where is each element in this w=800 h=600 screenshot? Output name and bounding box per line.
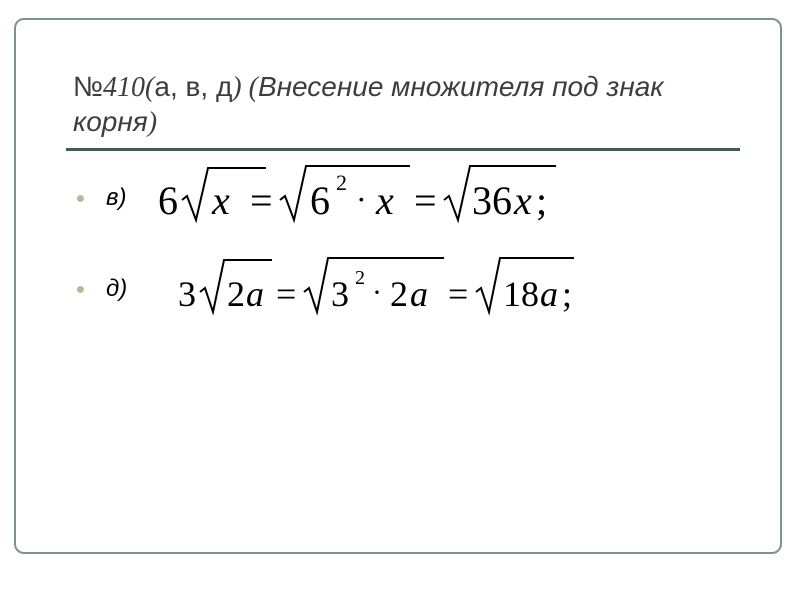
- formula-v-rhs-var: x: [514, 178, 532, 223]
- formula-d-mid-dot: ·: [372, 276, 382, 309]
- formula-d-mid-base: 3: [331, 274, 349, 314]
- formula-d-end: ;: [562, 274, 573, 314]
- title-number-sign: №: [73, 71, 104, 102]
- formula-d-mid-num: 2: [390, 274, 408, 314]
- formula-d-eq1: =: [276, 274, 297, 314]
- formula-v-lhs-coef: 6: [158, 178, 178, 223]
- bullet-dot-icon: [77, 286, 84, 293]
- title-end-paren: ): [147, 107, 158, 138]
- title-items: а, в, д: [154, 71, 233, 102]
- formula-d-lhs-radicand-var: a: [246, 274, 264, 314]
- formula-v-rhs-num: 36: [472, 178, 512, 223]
- title-topic: Внесение множителя под знак корня: [73, 71, 664, 137]
- title-divider: [66, 148, 740, 151]
- formula-d-mid-exp: 2: [355, 267, 365, 289]
- item-label-v: в): [106, 184, 127, 211]
- formula-v-end: ;: [536, 178, 548, 223]
- title-open-paren: (: [241, 72, 258, 103]
- formula-v-mid-dot: ·: [356, 181, 367, 217]
- formula-v-lhs-radicand: x: [212, 178, 230, 223]
- formula-d-lhs-radicand-num: 2: [227, 274, 245, 314]
- title-close: ): [232, 72, 242, 103]
- formula-d-lhs-coef: 3: [178, 274, 196, 314]
- formula-v-mid-exp: 2: [336, 170, 347, 195]
- bullet-dot-icon: [77, 195, 84, 202]
- formula-d-mid-var: a: [410, 274, 428, 314]
- title-number: 410(: [103, 72, 155, 103]
- formula-v-eq2: =: [414, 178, 437, 223]
- formula-v-eq1: =: [250, 178, 273, 223]
- formula-d: [176, 252, 596, 322]
- slide-title: [73, 70, 733, 140]
- formula-v-mid-base: 6: [310, 178, 330, 223]
- formula-d-rhs-num: 18: [503, 274, 539, 314]
- formula-d-rhs-var: a: [540, 274, 558, 314]
- formula-v-mid-var: x: [376, 178, 394, 223]
- formula-v: [156, 160, 576, 230]
- formula-d-eq2: =: [448, 274, 469, 314]
- item-label-d: д): [106, 275, 128, 302]
